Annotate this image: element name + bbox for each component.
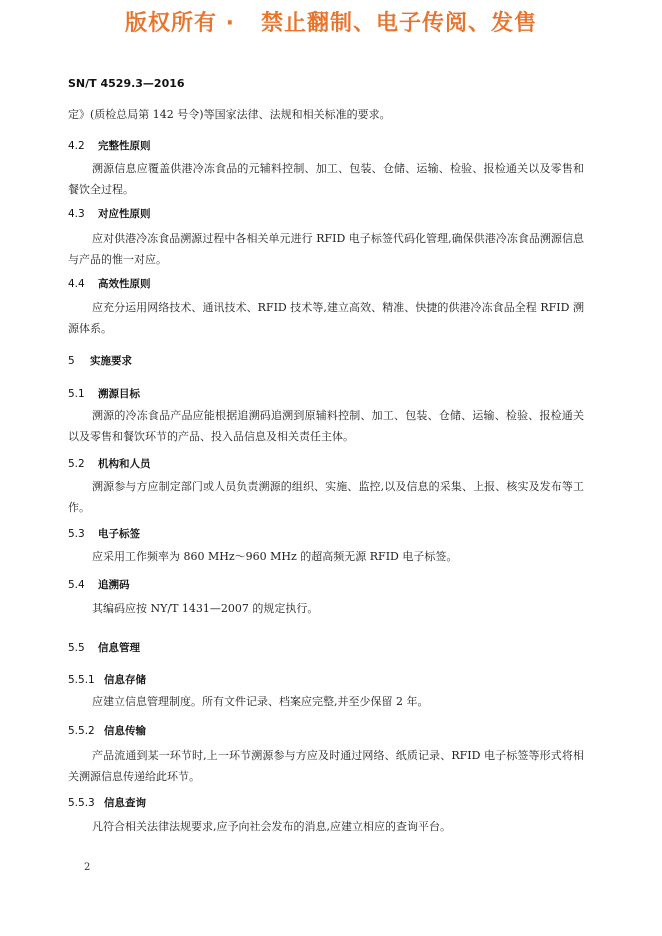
heading-title: 追溯码 xyxy=(98,579,130,591)
heading-title: 溯源目标 xyxy=(98,388,140,400)
paragraph-5-4: 其编码应按 NY/T 1431—2007 的规定执行。 xyxy=(92,602,319,615)
heading-title: 信息存储 xyxy=(104,674,146,686)
heading-title: 高效性原则 xyxy=(98,278,151,290)
heading-4-3 xyxy=(68,206,151,221)
heading-title: 信息传输 xyxy=(104,725,146,737)
paragraph-4-2: 溯源信息应覆盖供港冷冻食品的元辅料控制、加工、包装、仓储、运输、检验、报检通关以及零售和餐饮全过程。 xyxy=(68,162,584,196)
heading-5-3 xyxy=(68,526,140,541)
paragraph-4-4: 应充分运用网络技术、通讯技术、RFID 技术等,建立高效、精准、快捷的供港冷冻食品全程 RFID 溯源体系。 xyxy=(68,301,584,335)
heading-5-4 xyxy=(68,577,130,592)
heading-5-5 xyxy=(68,640,140,655)
paragraph-5-1: 溯源的冷冻食品产品应能根据追溯码追溯到原辅料控制、加工、包装、仓储、运输、检验、报检通关以及零售和餐饮环节的产品、投入品信息及相关责任主体。 xyxy=(68,409,584,443)
heading-number: 5.5.2 xyxy=(68,725,95,737)
heading-number: 4.2 xyxy=(68,140,85,152)
heading-title: 信息查询 xyxy=(104,797,146,809)
paragraph-5-5-2: 产品流通到某一环节时,上一环节溯源参与方应及时通过网络、纸质记录、RFID 电子标签等形式将相关溯源信息传递给此环节。 xyxy=(68,749,584,783)
heading-5-5-3 xyxy=(68,795,146,810)
heading-number: 5.5.1 xyxy=(68,674,95,686)
heading-number: 5.2 xyxy=(68,458,85,470)
intro-continuation-text: 定》(质检总局第 142 号令)等国家法律、法规和相关标准的要求。 xyxy=(68,108,391,121)
heading-title: 电子标签 xyxy=(98,528,140,540)
heading-title: 机构和人员 xyxy=(98,458,151,470)
heading-5-2 xyxy=(68,456,151,471)
paragraph-5-3: 应采用工作频率为 860 MHz～960 MHz 的超高频无源 RFID 电子标签。 xyxy=(92,550,458,563)
heading-4-2 xyxy=(68,138,151,153)
heading-5-1 xyxy=(68,386,140,401)
paragraph-5-2: 溯源参与方应制定部门或人员负责溯源的组织、实施、监控,以及信息的采集、上报、核实及发布等工作。 xyxy=(68,480,584,514)
heading-number: 5.1 xyxy=(68,388,85,400)
heading-4-4 xyxy=(68,276,151,291)
heading-number: 5.5.3 xyxy=(68,797,95,809)
heading-title: 对应性原则 xyxy=(98,208,151,220)
paragraph-5-5-3: 凡符合相关法律法规要求,应予向社会发布的消息,应建立相应的查询平台。 xyxy=(92,820,451,833)
heading-number: 5 xyxy=(68,355,75,367)
watermark-copyright-notice: 版权所有 · 禁止翻制、电子传阅、发售 xyxy=(125,11,537,36)
heading-title: 实施要求 xyxy=(90,355,132,367)
paragraph-4-3: 应对供港冷冻食品溯源过程中各相关单元进行 RFID 电子标签代码化管理,确保供港冷冻食品溯源信息与产品的惟一对应。 xyxy=(68,232,584,266)
page-number: 2 xyxy=(84,862,91,873)
heading-5-5-2 xyxy=(68,723,146,738)
heading-number: 4.3 xyxy=(68,208,85,220)
heading-number: 5.3 xyxy=(68,528,85,540)
heading-5 xyxy=(68,353,132,368)
standard-code-header: SN/T 4529.3—2016 xyxy=(68,77,185,90)
heading-title: 信息管理 xyxy=(98,642,140,654)
heading-5-5-1 xyxy=(68,672,146,687)
heading-number: 5.5 xyxy=(68,642,85,654)
paragraph-5-5-1: 应建立信息管理制度。所有文件记录、档案应完整,并至少保留 2 年。 xyxy=(92,695,429,708)
heading-title: 完整性原则 xyxy=(98,140,151,152)
heading-number: 4.4 xyxy=(68,278,85,290)
heading-number: 5.4 xyxy=(68,579,85,591)
